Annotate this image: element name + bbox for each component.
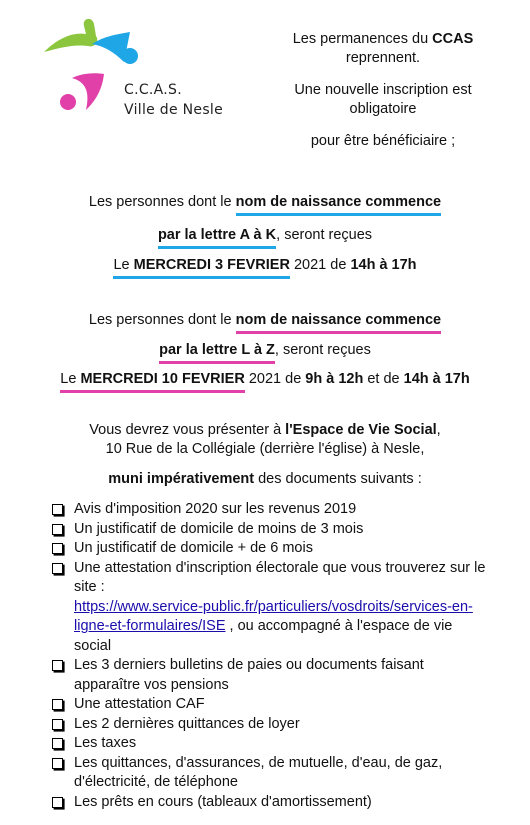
location-line1: Vous devrez vous présenter à l'Espace de Vie Social, [89, 422, 441, 438]
checkbox-icon [52, 719, 63, 730]
group2-line1: Les personnes dont le nom de naissance commence [0, 312, 530, 328]
logo-line-ville: Ville de Nesle [124, 102, 224, 118]
intro-line-2: Une nouvelle inscription est obligatoire [294, 82, 472, 117]
list-item: Les 3 derniers bulletins de paies ou documents faisant apparaître vos pensions [52, 656, 492, 695]
checkbox-icon [52, 738, 63, 749]
location-line3: muni impérativement des documents suivants : [108, 471, 422, 487]
checkbox-icon [52, 797, 63, 808]
logo-green-figure [44, 19, 97, 52]
list-item: Les taxes [52, 734, 492, 754]
logo-text [124, 80, 223, 120]
list-item: Un justificatif de domicile + de 6 mois [52, 539, 492, 559]
group1-line2: par la lettre A à K, seront reçues [0, 227, 530, 243]
documents-checklist [52, 500, 492, 812]
logo-pink-figure [72, 73, 104, 110]
list-item: Les prêts en cours (tableaux d'amortissement) [52, 793, 492, 813]
checkbox-icon [52, 524, 63, 535]
list-item: Une attestation d'inscription électorale que vous trouverez sur le site : https://www.service-public.fr/particuliers/vosdroits/services-en-ligne-et-formulaires/ISE , ou accompagné à l'espace de vie social [52, 559, 492, 657]
group2-line2: par la lettre L à Z, seront reçues [0, 342, 530, 358]
group2-line3: Le MERCREDI 10 FEVRIER 2021 de 9h à 12h et de 14h à 17h [0, 371, 530, 387]
group1-line1: Les personnes dont le nom de naissance commence [0, 194, 530, 210]
checkbox-icon [52, 504, 63, 515]
electoral-registration-link[interactable]: https://www.service-public.fr/particuliers/vosdroits/services-en-ligne-et-formulaires/ISE [74, 598, 473, 634]
group1-highlight-name: nom de naissance commence [236, 194, 442, 216]
logo-line-ccas: C.C.A.S. [124, 82, 182, 98]
logo-pink-head [60, 94, 76, 110]
checkbox-icon [52, 660, 63, 671]
intro-block [268, 30, 498, 151]
group1-line3: Le MERCREDI 3 FEVRIER 2021 de 14h à 17h [0, 257, 530, 273]
list-item: Les quittances, d'assurances, de mutuelle, d'eau, de gaz, d'électricité, de téléphone [52, 754, 492, 793]
checkbox-icon [52, 543, 63, 554]
list-item: Une attestation CAF [52, 695, 492, 715]
checkbox-icon [52, 563, 63, 574]
location-line2: 10 Rue de la Collégiale (derrière l'église) à Nesle, [105, 441, 425, 457]
group1-date: Le MERCREDI 3 FEVRIER [113, 257, 289, 279]
group2-highlight-letters: par la lettre L à Z [159, 342, 275, 364]
intro-line-1: Les permanences du CCAS reprennent. [292, 31, 474, 66]
list-item: Les 2 dernières quittances de loyer [52, 715, 492, 735]
list-item: Avis d'imposition 2020 sur les revenus 2019 [52, 500, 492, 520]
group2-date: Le MERCREDI 10 FEVRIER [60, 371, 245, 393]
list-item: Un justificatif de domicile de moins de 3 mois [52, 520, 492, 540]
checkbox-icon [52, 758, 63, 769]
group1-highlight-letters: par la lettre A à K [158, 227, 276, 249]
checkbox-icon [52, 699, 63, 710]
logo-blue-head [122, 48, 138, 64]
intro-line-3: pour être bénéficiaire ; [310, 133, 456, 149]
group2-highlight-name: nom de naissance commence [236, 312, 442, 334]
